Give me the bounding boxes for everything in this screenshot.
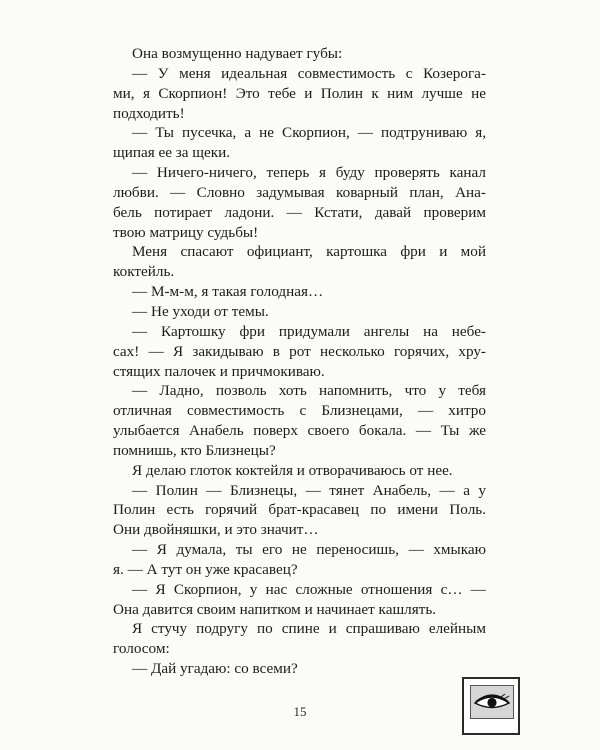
text-line: Я стучу подругу по спине и спрашиваю елейным [132,620,486,638]
text-line: — Ты пусечка, а не Скорпион, — подтруниваю я, [132,124,486,142]
text-line: — Ладно, позволь хоть напомнить, что у тебя [132,382,486,400]
text-line: Они двойняшки, и это значит… [113,521,319,539]
text-line: — Я думала, ты его не переносишь, — хмыкаю [132,541,486,559]
page-number: 15 [293,704,307,719]
text-line: отличная совместимость с Близнецами, — хитро [113,402,486,420]
text-line: — Картошку фри придумали ангелы на небе- [132,322,486,340]
text-line: Она возмущенно надувает губы: [132,45,343,62]
text-line: Она давится своим напитком и начинает кашлять. [113,600,437,618]
eye-icon [471,686,513,718]
text-line: голосом: [113,640,170,658]
text-line: подходить! [113,104,185,122]
text-line: стящих палочек и причмокиваю. [113,362,325,380]
text-line: — Ничего-ничего, теперь я буду проверять канал [132,164,486,182]
text-line: — Не уходи от темы. [132,302,269,320]
text-line: бель потирает ладони. — Кстати, давай проверим [113,203,486,221]
text-line: твою матрицу судьбы! [113,223,259,241]
text-line: Полин есть горячий брат-красавец по имени Поль. [113,501,486,519]
text-line: ми, я Скорпион! Это тебе и Полин к ним лучше не [113,84,486,102]
body-text [113,44,486,679]
photo-frame [470,685,514,719]
text-line: сах! — Я закидываю в рот несколько горячих, хру- [113,342,486,360]
text-line: Я делаю глоток коктейля и отворачиваюсь от нее. [132,461,453,479]
text-line: Меня спасают официант, картошка фри и мой [132,243,486,261]
text-line: — У меня идеальная совместимость с Козерога- [132,64,486,82]
text-line: щипая ее за щеки. [113,144,231,162]
text-line: коктейль. [113,263,175,281]
text-line: любви. — Словно задумывая коварный план, Ана- [113,183,486,201]
text-line: — Я Скорпион, у нас сложные отношения с… — [132,580,486,598]
text-line: — Дай угадаю: со всеми? [132,660,298,678]
eye-polaroid-icon [462,677,520,735]
text-line: помнишь, кто Близнецы? [113,441,276,459]
text-line: — Полин — Близнецы, — тянет Анабель, — а у [132,481,486,499]
text-line: улыбается Анабель поверх своего бокала. — Ты же [113,422,486,440]
text-line: я. — А тут он уже красавец? [113,560,298,578]
text-line: — М-м-м, я такая голодная… [132,283,324,301]
